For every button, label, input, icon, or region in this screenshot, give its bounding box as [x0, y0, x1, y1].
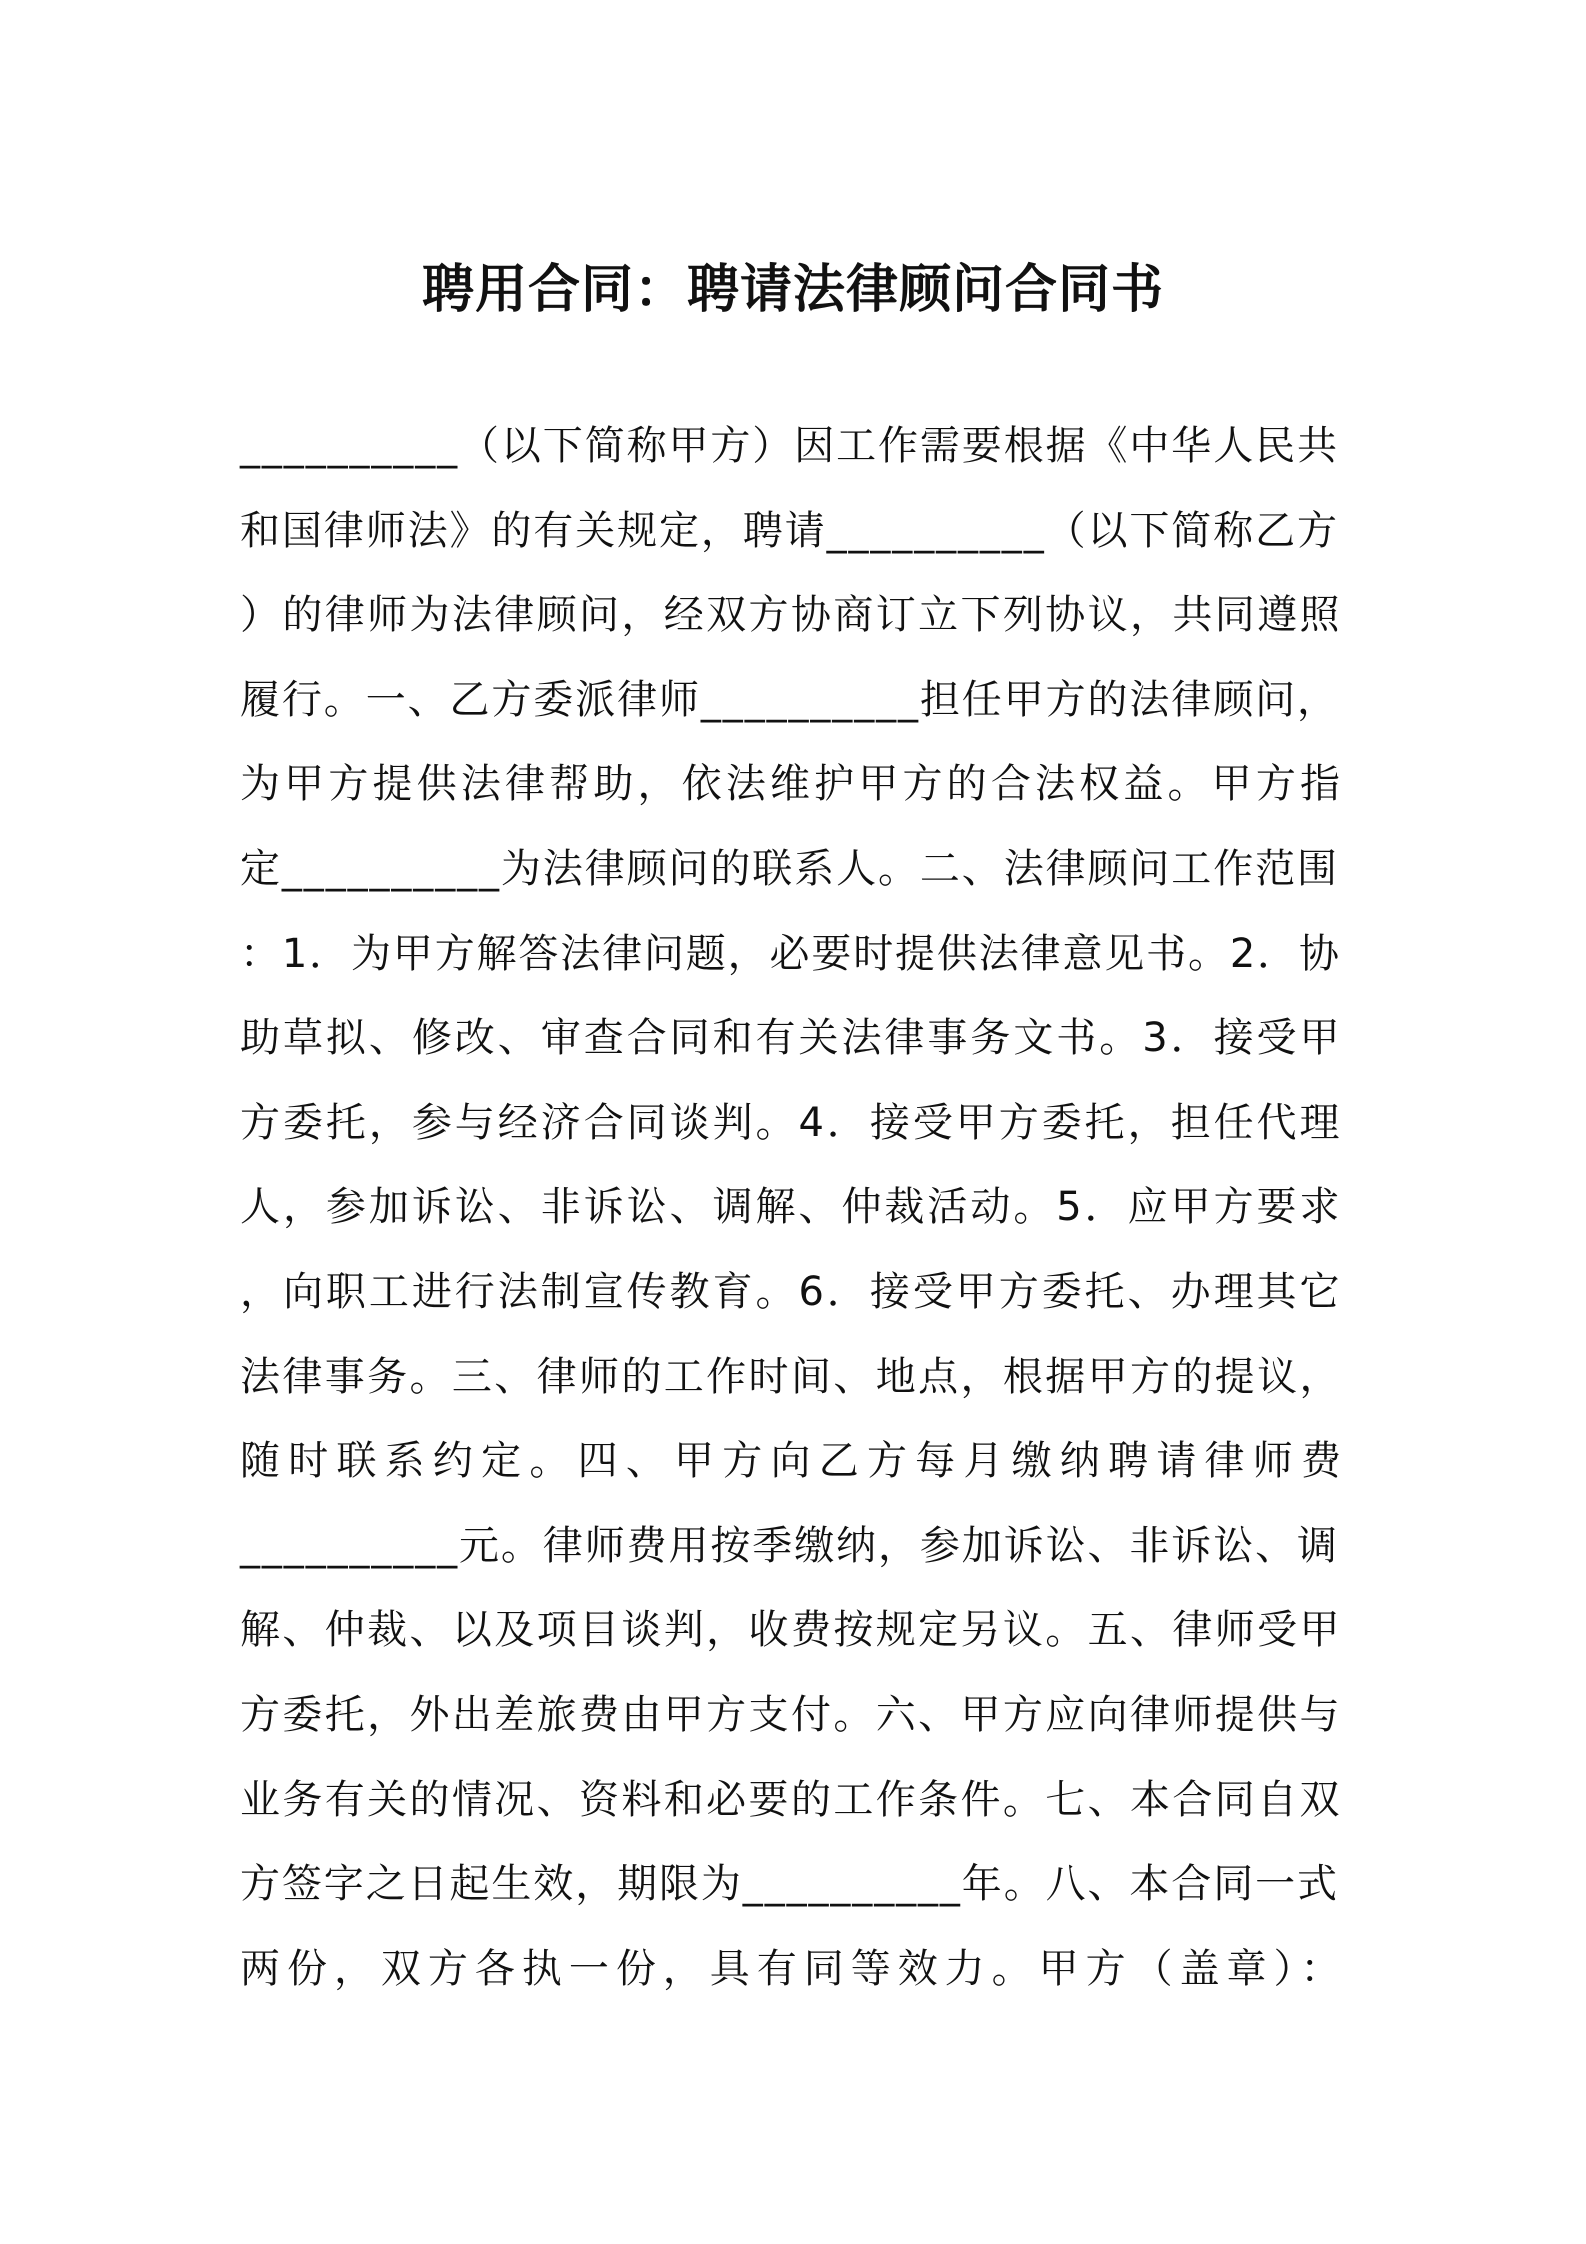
- body-line: 两份，双方各执一份，具有同等效力。甲方（盖章）：: [240, 1945, 1348, 1992]
- body-line: 为甲方提供法律帮助，依法维护甲方的合法权益。甲方指: [240, 761, 1345, 808]
- body-line: 定__________为法律顾问的联系人。二、法律顾问工作范围: [240, 845, 1339, 892]
- body-line: 助草拟、修改、审查合同和有关法律事务文书。3．接受甲: [240, 1015, 1343, 1062]
- document-title: 聘用合同：聘请法律顾问合同书: [421, 260, 1164, 320]
- body-line: 随时联系约定。四、甲方向乙方每月缴纳聘请律师费: [240, 1438, 1350, 1485]
- body-line: ：1．为甲方解答法律问题，必要时提供法律意见书。2．协: [240, 930, 1341, 977]
- body-line: 和国律师法》的有关规定，聘请__________（以下简称乙方: [240, 507, 1339, 554]
- body-line: __________元。律师费用按季缴纳，参加诉讼、非诉讼、调: [240, 1522, 1339, 1569]
- body-line: 方委托，参与经济合同谈判。4．接受甲方委托，担任代理: [240, 1099, 1343, 1146]
- body-line: 方委托，外出差旅费由甲方支付。六、甲方应向律师提供与: [240, 1691, 1342, 1738]
- document-body: [240, 404, 1352, 2011]
- body-line: 履行。一、乙方委派律师__________担任甲方的法律顾问，: [240, 676, 1339, 723]
- body-line: 人，参加诉讼、非诉讼、调解、仲裁活动。5．应甲方要求: [240, 1184, 1343, 1231]
- body-line: __________（以下简称甲方）因工作需要根据《中华人民共: [240, 423, 1339, 469]
- body-line: 解、仲裁、以及项目谈判，收费按规定另议。五、律师受甲: [240, 1607, 1342, 1654]
- body-line: ，向职工进行法制宣传教育。6．接受甲方委托、办理其它: [240, 1268, 1343, 1315]
- body-line: ）的律师为法律顾问，经双方协商订立下列协议，共同遵照: [240, 592, 1342, 639]
- body-line: 方签字之日起生效，期限为__________年。八、本合同一式: [240, 1861, 1339, 1908]
- body-line: 业务有关的情况、资料和必要的工作条件。七、本合同自双: [240, 1776, 1342, 1823]
- body-line: 法律事务。三、律师的工作时间、地点，根据甲方的提议，: [240, 1353, 1342, 1400]
